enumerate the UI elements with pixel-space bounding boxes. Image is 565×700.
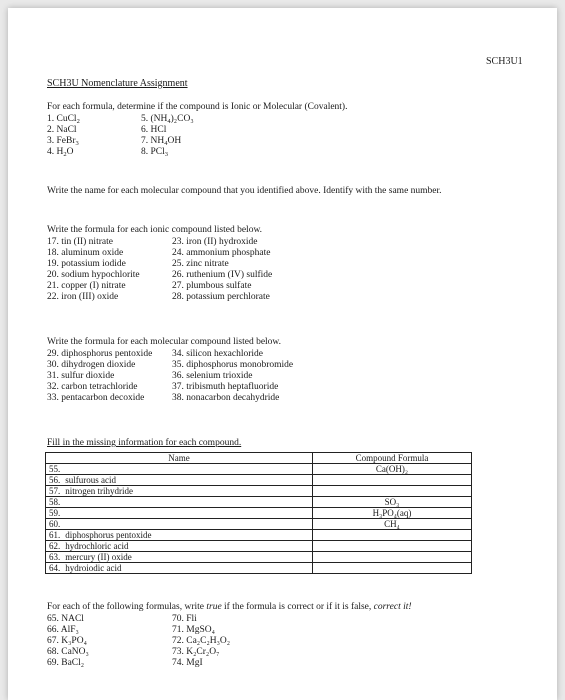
compound-formula: CH₄ [384,519,400,529]
name-cell[interactable] [46,563,313,574]
formula-subscript: 3 [164,151,169,158]
formula-cell[interactable] [313,541,472,552]
check-formula-item: 70. Fli [172,614,197,624]
formula-rest: )₂CO₃ [170,114,194,124]
row-number: 62. [49,541,61,551]
part4-right-list [172,349,293,404]
ionic-compound-item: 24. ammonium phosphate [172,248,271,258]
row-number: 55. [49,464,61,474]
compound-formula: Ca(OH)₂ [375,464,409,474]
name-cell[interactable] [46,519,313,530]
part4-left-list [47,349,152,404]
part3-right-list [172,237,272,303]
table-row [46,464,472,475]
compound-name: diphosphorus pentoxide [65,530,152,540]
formula-cell[interactable] [313,519,472,530]
formula-cell[interactable] [313,563,472,574]
ionic-compound-item: 28. potassium perchlorate [172,292,270,302]
part6-right-list [172,614,230,669]
ionic-compound-item: 26. ruthenium (IV) sulfide [172,270,273,280]
molecular-compound-item: 36. selenium trioxide [172,371,253,381]
part3-instruction: Write the formula for each ionic compound listed below. [47,225,263,235]
item-number: 1. [47,114,55,124]
ionic-compound-item: 18. aluminum oxide [47,248,124,258]
row-number: 64. [49,563,61,573]
ionic-compound-item: 25. zinc nitrate [172,259,229,269]
formula-main: HCl [150,125,167,135]
part3-left-list [47,237,140,303]
formula-item [47,147,80,158]
table-row [46,541,472,552]
item-number: 5. [141,114,149,124]
name-cell[interactable] [46,530,313,541]
check-formula-item: 65. NACl [47,614,84,624]
ionic-compound-item: 27. plumbous sulfate [172,281,252,291]
compound-name: hydroiodic acid [65,563,122,573]
name-cell[interactable] [46,486,313,497]
part6-instruction-b: if the formula is correct or if it is false, [221,602,374,612]
table-header-row [46,453,472,464]
compound-name: nitrogen trihydride [65,486,133,496]
part1-right-list [141,114,194,158]
molecular-compound-item: 34. silicon hexachloride [172,349,264,359]
table-row [46,519,472,530]
formula-item [141,114,194,125]
ionic-compound-item: 21. copper (I) nitrate [47,281,126,291]
part6-instruction [47,602,412,612]
molecular-compound-item: 32. carbon tetrachloride [47,382,138,392]
check-formula-item: 69. BaCl₂ [47,658,85,668]
molecular-compound-item: 30. dihydrogen dioxide [47,360,136,370]
formula-main: (NH [150,114,168,124]
molecular-compound-item: 37. tribismuth heptafluoride [172,382,279,392]
formula-rest: OH [167,136,182,146]
formula-rest: O [66,147,74,157]
name-cell[interactable] [46,508,313,519]
formula-item [47,125,80,136]
table-row [46,475,472,486]
compound-name: hydrochloric acid [65,541,129,551]
name-cell[interactable] [46,497,313,508]
name-cell[interactable] [46,475,313,486]
row-number: 63. [49,552,61,562]
name-header: Name [46,453,313,464]
worksheet-page [8,8,557,700]
table-row [46,552,472,563]
formula-cell[interactable] [313,552,472,563]
formula-cell[interactable] [313,508,472,519]
part6-correct-word: correct it! [373,602,412,612]
formula-cell[interactable] [313,530,472,541]
formula-subscript: 4 [167,118,171,125]
row-number: 58. [49,497,61,507]
item-number: 3. [47,136,55,146]
name-cell[interactable] [46,552,313,563]
part1-instruction: For each formula, determine if the compound is Ionic or Molecular (Covalent). [47,102,348,112]
formula-item [141,125,194,136]
check-formula-item: 67. K₃PO₄ [47,636,87,646]
check-formula-item: 71. MgSO₄ [172,625,215,635]
formula-header: Compound Formula [313,453,472,464]
ionic-compound-item: 23. iron (II) hydroxide [172,237,258,247]
formula-main: H [56,147,64,157]
formula-item [47,136,80,147]
formula-item [141,147,194,158]
molecular-compound-item: 35. diphosphorus monobromide [172,360,294,370]
formula-main: NaCl [56,125,77,135]
molecular-compound-item: 38. nonacarbon decahydride [172,393,280,403]
formula-subscript: 2 [63,151,67,158]
item-number: 8. [141,147,149,157]
item-number: 2. [47,125,55,135]
compound-name: mercury (II) oxide [65,552,132,562]
check-formula-item: 66. AlF₃ [47,625,79,635]
formula-cell[interactable] [313,497,472,508]
table-row [46,530,472,541]
part5-instruction: Fill in the missing information for each compound. [47,438,242,448]
formula-cell[interactable] [313,486,472,497]
formula-main: PCl [150,147,165,157]
name-cell[interactable] [46,541,313,552]
molecular-compound-item: 33. pentacarbon decoxide [47,393,145,403]
part1-left-list [47,114,80,158]
compound-table [45,452,472,574]
table-row [46,563,472,574]
formula-main: CuCl [56,114,77,124]
table-row [46,486,472,497]
ionic-compound-item: 19. potassium iodide [47,259,126,269]
table-row [46,508,472,519]
row-number: 60. [49,519,61,529]
item-number: 4. [47,147,55,157]
row-number: 57. [49,486,61,496]
ionic-compound-item: 17. tin (II) nitrate [47,237,113,247]
part6-instruction-a: For each of the following formulas, write [47,602,207,612]
molecular-compound-item: 29. diphosphorus pentoxide [47,349,153,359]
name-cell[interactable] [46,464,313,475]
part6-left-list [47,614,89,669]
compound-formula: SO₃ [384,497,400,507]
check-formula-item: 68. CaNO₃ [47,647,89,657]
formula-subscript: 2 [76,118,80,125]
compound-formula: H₃PO₄(aq) [372,508,412,518]
formula-item [47,114,80,125]
check-formula-item: 74. MgI [172,658,203,668]
row-number: 59. [49,508,61,518]
part6-true-word: true [206,602,222,612]
check-formula-item: 73. K₂Cr₂O₇ [172,647,220,657]
formula-subscript: 3 [75,140,79,147]
formula-item [141,136,194,147]
formula-main: FeBr [56,136,76,146]
row-number: 61. [49,530,61,540]
compound-name: sulfurous acid [65,475,116,485]
item-number: 7. [141,136,149,146]
formula-cell[interactable] [313,475,472,486]
row-number: 56. [49,475,61,485]
ionic-compound-item: 20. sodium hypochlorite [47,270,140,280]
item-number: 6. [141,125,149,135]
table-row [46,497,472,508]
course-code: SCH3U1 [486,56,523,67]
ionic-compound-item: 22. iron (III) oxide [47,292,119,302]
part4-instruction: Write the formula for each molecular compound listed below. [47,337,282,347]
formula-cell[interactable] [313,464,472,475]
formula-subscript: 4 [164,140,168,147]
formula-main: NH [150,136,165,146]
part2-instruction: Write the name for each molecular compound that you identified above. Identify with the same number. [47,186,442,196]
molecular-compound-item: 31. sulfur dioxide [47,371,115,381]
page-title: SCH3U Nomenclature Assignment [47,78,188,89]
check-formula-item: 72. Ca₂C₂H₃O₂ [172,636,231,646]
